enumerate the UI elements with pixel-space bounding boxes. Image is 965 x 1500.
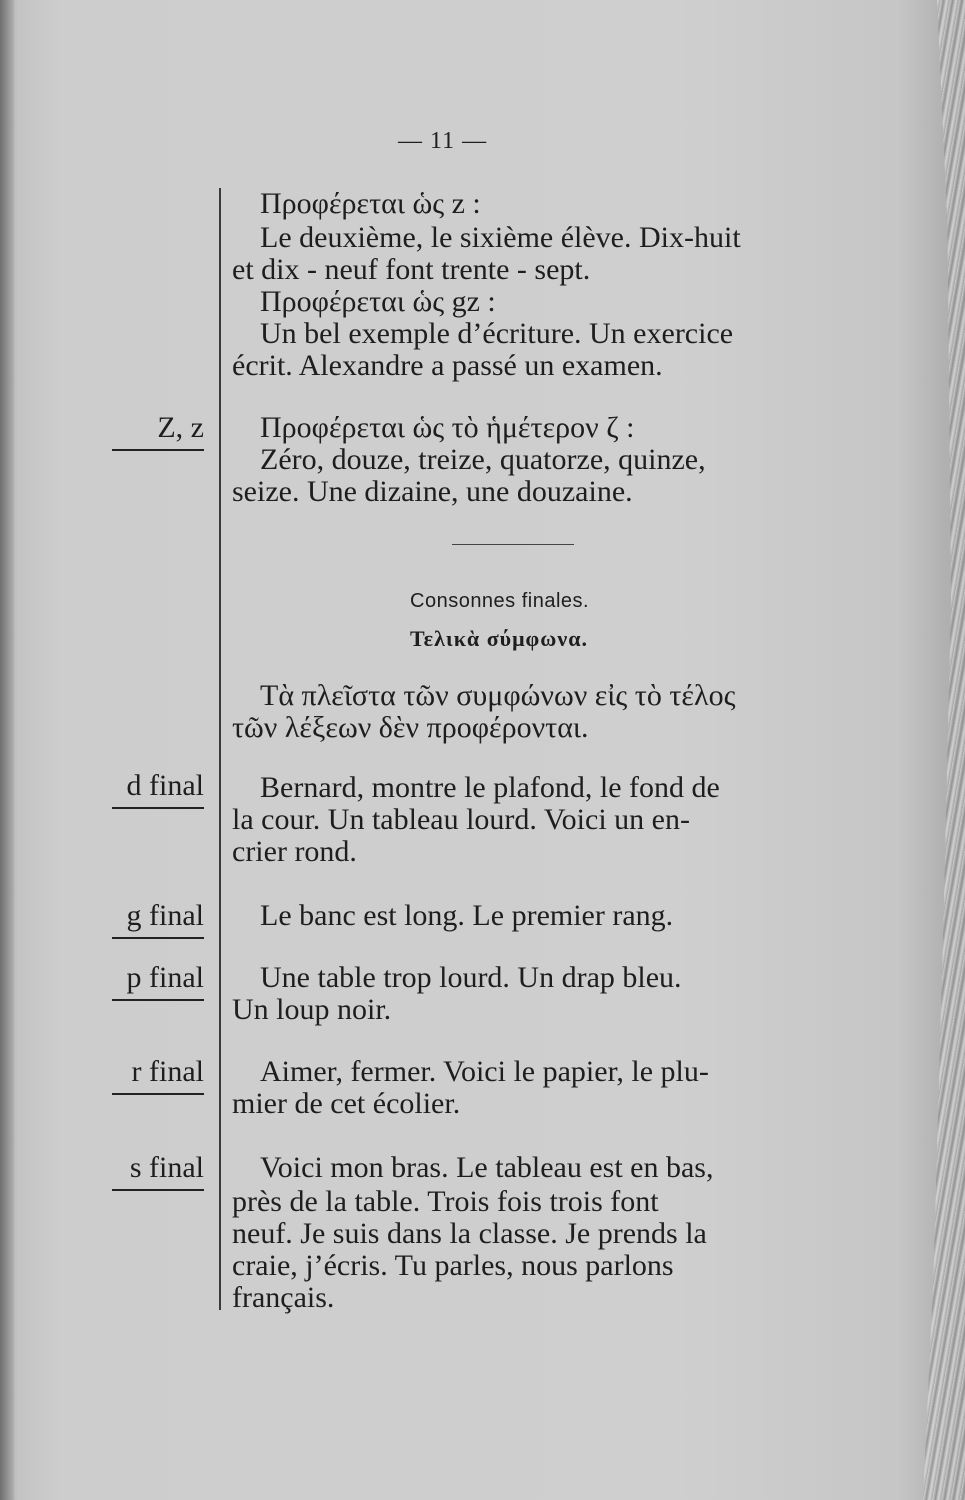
page-binding-shadow: [0, 0, 14, 1500]
margin-label-z: Z, z: [112, 412, 204, 451]
margin-label-r: r final: [112, 1056, 204, 1095]
pronunciation-z-line: Προφέρεται ὡς z :: [260, 187, 481, 220]
text-line: mier de cet écolier.: [232, 1087, 461, 1120]
margin-label-d: d final: [112, 770, 204, 809]
text-line: Voici mon bras. Le tableau est en bas,: [260, 1151, 714, 1184]
text-line: Un bel exemple d’écriture. Un exercice: [260, 317, 734, 350]
text-line: Une table trop lourd. Un drap bleu.: [260, 961, 682, 994]
margin-label-s: s final: [112, 1152, 204, 1191]
text-line: craie, j’écris. Tu parles, nous parlons: [232, 1249, 674, 1282]
text-line: Le deuxième, le sixième élève. Dix-huit: [260, 221, 741, 254]
text-line: Le banc est long. Le premier rang.: [260, 899, 674, 932]
section-title-fr: Consonnes finales.: [410, 590, 590, 612]
pronunciation-zeta-line: Προφέρεται ὡς τὸ ἡμέτερον ζ :: [260, 411, 635, 444]
text-line: Aimer, fermer. Voici le papier, le plu-: [260, 1055, 709, 1088]
text-line: seize. Une dizaine, une douzaine.: [232, 475, 633, 508]
text-line: écrit. Alexandre a passé un examen.: [232, 349, 663, 382]
text-line: crier rond.: [232, 835, 357, 868]
text-line: Zéro, douze, treize, quatorze, quinze,: [260, 443, 706, 476]
page-worn-edge: [895, 0, 965, 1500]
text-line: français.: [232, 1281, 335, 1314]
section-separator: [452, 544, 574, 545]
intro-line: Τὰ πλεῖστα τῶν συμφώνων εἰς τὸ τέλος: [260, 679, 736, 712]
margin-rule: [219, 188, 221, 1310]
margin-label-g: g final: [112, 900, 204, 939]
text-line: et dix - neuf font trente - sept.: [232, 253, 591, 286]
text-line: neuf. Je suis dans la classe. Je prends la: [232, 1217, 707, 1250]
margin-label-p: p final: [112, 962, 204, 1001]
pronunciation-gz-line: Προφέρεται ὡς gz :: [260, 285, 496, 318]
intro-line: τῶν λέξεων δὲν προφέρονται.: [232, 711, 589, 744]
text-line: près de la table. Trois fois trois font: [232, 1185, 659, 1218]
text-line: Un loup noir.: [232, 993, 392, 1026]
text-line: la cour. Un tableau lourd. Voici un en-: [232, 803, 690, 836]
section-title-gr: Τελικὰ σύμφωνα.: [410, 626, 588, 651]
text-line: Bernard, montre le plafond, le fond de: [260, 771, 720, 804]
page-number: — 11 —: [398, 128, 488, 154]
